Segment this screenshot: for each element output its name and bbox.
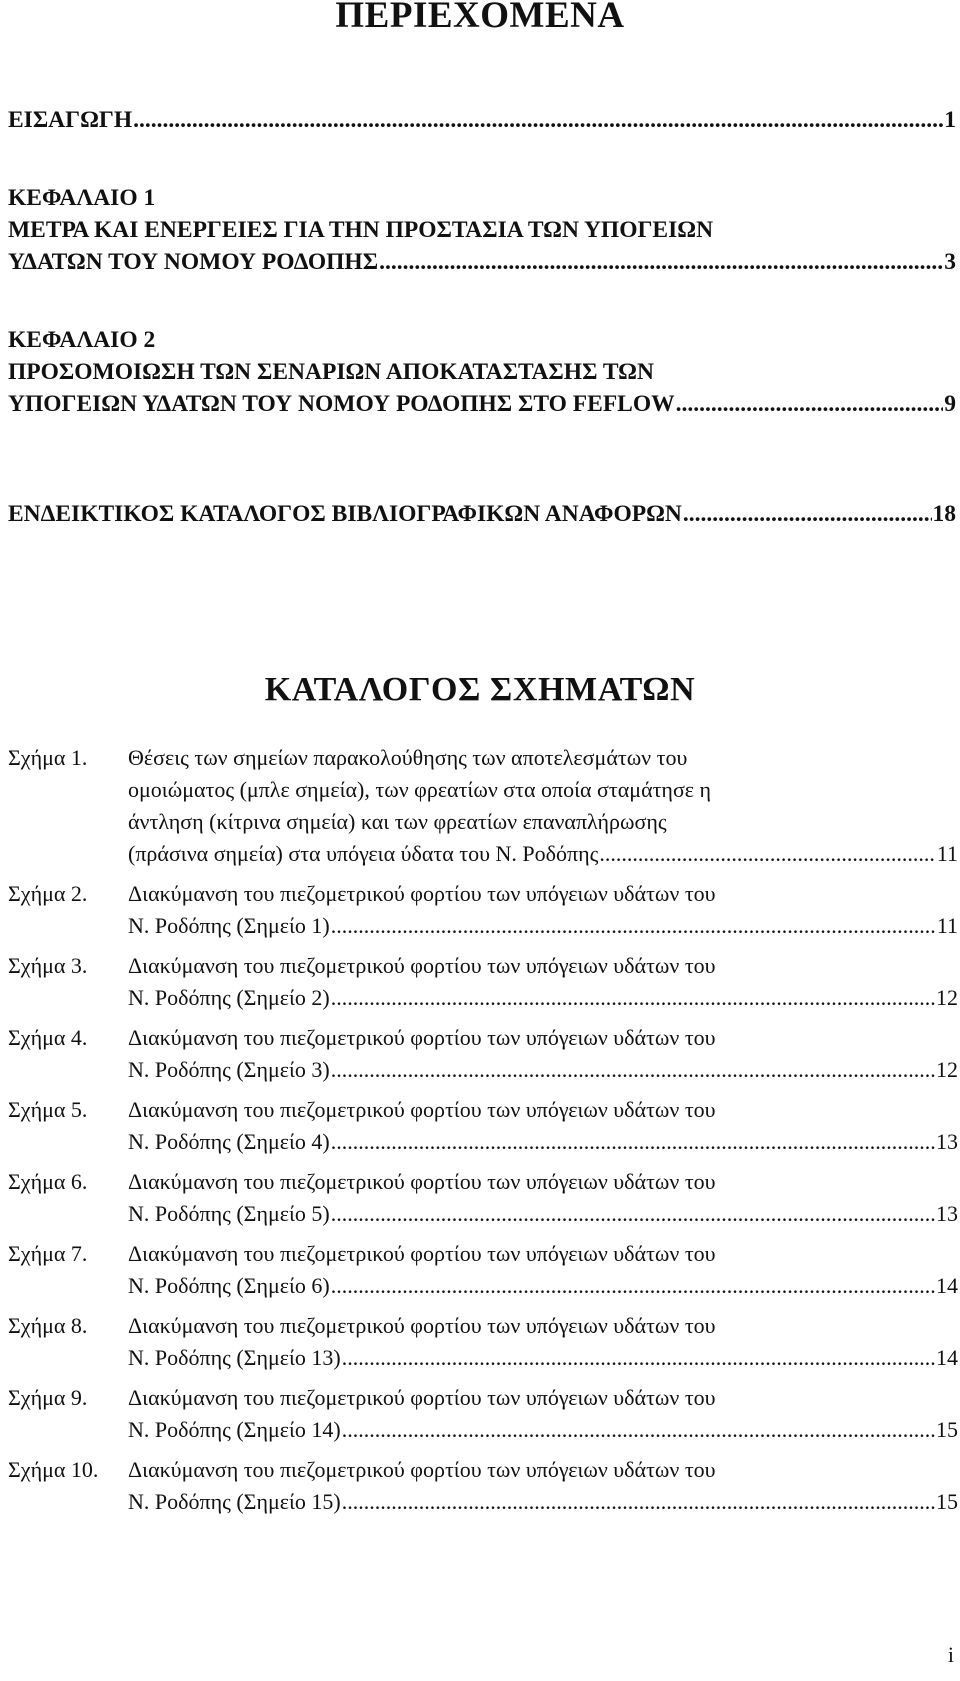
figure-label: Σχήμα 2. — [8, 881, 88, 906]
page-title: ΠΕΡΙΕΧΟΜΕΝΑ — [335, 0, 625, 36]
figure-caption — [128, 1094, 958, 1158]
figure-entry-9[interactable] — [8, 1382, 958, 1446]
figure-entry-5[interactable] — [8, 1094, 958, 1158]
figure-label: Σχήμα 1. — [8, 745, 88, 770]
caption-last-line — [128, 1198, 958, 1230]
dot-leader — [331, 1054, 935, 1086]
caption-text: Ν. Ροδόπης (Σημείο 14) — [128, 1417, 341, 1442]
figure-entry-7[interactable] — [8, 1238, 958, 1302]
figure-page-number: 15 — [936, 1489, 958, 1514]
toc-last-line — [8, 388, 956, 420]
toc-entry-references[interactable] — [8, 498, 956, 530]
caption-text: Ν. Ροδόπης (Σημείο 5) — [128, 1201, 330, 1226]
caption-text: Ν. Ροδόπης (Σημείο 6) — [128, 1273, 330, 1298]
figures-title: ΚΑΤΑΛΟΓΟΣ ΣΧΗΜΑΤΩΝ — [264, 671, 696, 708]
toc-entry-chapter-2[interactable] — [8, 324, 956, 420]
caption-line: Διακύμανση του πιεζομετρικού φορτίου των υπόγειων υδάτων του — [128, 1457, 716, 1482]
figure-label: Σχήμα 8. — [8, 1313, 88, 1338]
figure-entry-8[interactable] — [8, 1310, 958, 1374]
figure-label: Σχήμα 10. — [8, 1457, 99, 1482]
caption-text: Ν. Ροδόπης (Σημείο 3) — [128, 1057, 330, 1082]
dot-leader — [342, 1486, 935, 1518]
caption-last-line — [128, 838, 958, 870]
toc-last-line — [8, 104, 956, 136]
caption-text: Ν. Ροδόπης (Σημείο 2) — [128, 985, 330, 1010]
figure-caption — [128, 1454, 958, 1518]
figure-caption — [128, 1166, 958, 1230]
caption-last-line — [128, 1126, 958, 1158]
caption-text: (πράσινα σημεία) στα υπόγεια ύδατα του Ν. Ροδόπης — [128, 841, 599, 866]
toc-text: ΕΙΣΑΓΩΓΗ — [8, 107, 133, 133]
figure-caption — [128, 1022, 958, 1086]
figure-list — [8, 742, 958, 1526]
page-number: i — [947, 1642, 954, 1667]
caption-line: άντληση (κίτρινα σημεία) και των φρεατίων επαναπλήρωσης — [128, 809, 667, 834]
caption-last-line — [128, 1270, 958, 1302]
dot-leader — [599, 838, 935, 870]
figure-label: Σχήμα 9. — [8, 1385, 88, 1410]
figure-caption — [128, 878, 958, 942]
caption-line: Διακύμανση του πιεζομετρικού φορτίου των υπόγειων υδάτων του — [128, 1385, 716, 1410]
caption-line: Διακύμανση του πιεζομετρικού φορτίου των υπόγειων υδάτων του — [128, 1097, 716, 1122]
toc-last-line — [8, 498, 956, 530]
dot-leader — [342, 1414, 935, 1446]
figure-page-number: 11 — [936, 841, 958, 866]
figure-caption — [128, 1238, 958, 1302]
figure-page-number: 15 — [936, 1417, 958, 1442]
figure-page-number: 11 — [936, 913, 958, 938]
toc-text: ΥΔΑΤΩΝ ΤΟΥ ΝΟΜΟΥ ΡΟΔΟΠΗΣ — [8, 249, 379, 275]
dot-leader — [331, 1270, 935, 1302]
toc-page-number: 3 — [944, 249, 956, 275]
toc-page-number: 18 — [932, 501, 956, 527]
toc-text: ΥΠΟΓΕΙΩΝ ΥΔΑΤΩΝ ΤΟΥ ΝΟΜΟΥ ΡΟΔΟΠΗΣ ΣΤΟ FEFLOW — [8, 391, 675, 417]
dot-leader — [331, 982, 935, 1014]
figure-entry-1[interactable] — [8, 742, 958, 870]
figure-page-number: 12 — [936, 1057, 958, 1082]
dot-leader — [676, 388, 944, 420]
toc-page-number: 1 — [944, 107, 956, 133]
caption-text: Ν. Ροδόπης (Σημείο 13) — [128, 1345, 341, 1370]
figure-label: Σχήμα 7. — [8, 1241, 88, 1266]
figure-label: Σχήμα 3. — [8, 953, 88, 978]
dot-leader — [342, 1342, 935, 1374]
figure-caption — [128, 1382, 958, 1446]
dot-leader — [683, 498, 932, 530]
figure-caption — [128, 742, 958, 870]
figure-entry-4[interactable] — [8, 1022, 958, 1086]
figure-label: Σχήμα 5. — [8, 1097, 88, 1122]
caption-text: Ν. Ροδόπης (Σημείο 4) — [128, 1129, 330, 1154]
figure-page-number: 14 — [936, 1345, 958, 1370]
figure-label: Σχήμα 4. — [8, 1025, 88, 1050]
caption-last-line — [128, 982, 958, 1014]
caption-last-line — [128, 1486, 958, 1518]
dot-leader — [133, 104, 943, 136]
caption-line: Διακύμανση του πιεζομετρικού φορτίου των υπόγειων υδάτων του — [128, 953, 716, 978]
caption-line: Διακύμανση του πιεζομετρικού φορτίου των υπόγειων υδάτων του — [128, 1313, 716, 1338]
caption-line: Διακύμανση του πιεζομετρικού φορτίου των υπόγειων υδάτων του — [128, 1025, 716, 1050]
figure-page-number: 14 — [936, 1273, 958, 1298]
caption-last-line — [128, 910, 958, 942]
toc-entry-chapter-1[interactable] — [8, 182, 956, 278]
figure-caption — [128, 1310, 958, 1374]
caption-line: Διακύμανση του πιεζομετρικού φορτίου των υπόγειων υδάτων του — [128, 881, 716, 906]
figure-label: Σχήμα 6. — [8, 1169, 88, 1194]
figure-caption — [128, 950, 958, 1014]
caption-last-line — [128, 1414, 958, 1446]
toc-line: ΚΕΦΑΛΑΙΟ 2 — [8, 327, 156, 353]
dot-leader — [379, 246, 943, 278]
toc-page-number: 9 — [944, 391, 956, 417]
figure-page-number: 13 — [936, 1129, 958, 1154]
figure-entry-10[interactable] — [8, 1454, 958, 1518]
figure-entry-2[interactable] — [8, 878, 958, 942]
figure-entry-6[interactable] — [8, 1166, 958, 1230]
caption-last-line — [128, 1054, 958, 1086]
toc-entry-introduction[interactable] — [8, 104, 956, 136]
figure-page-number: 12 — [936, 985, 958, 1010]
dot-leader — [331, 910, 936, 942]
toc-last-line — [8, 246, 956, 278]
figure-entry-3[interactable] — [8, 950, 958, 1014]
figure-page-number: 13 — [936, 1201, 958, 1226]
caption-text: Ν. Ροδόπης (Σημείο 15) — [128, 1489, 341, 1514]
caption-line: Θέσεις των σημείων παρακολούθησης των αποτελεσμάτων του — [128, 745, 688, 770]
caption-text: Ν. Ροδόπης (Σημείο 1) — [128, 913, 330, 938]
dot-leader — [331, 1126, 935, 1158]
caption-line: Διακύμανση του πιεζομετρικού φορτίου των υπόγειων υδάτων του — [128, 1169, 716, 1194]
caption-line: Διακύμανση του πιεζομετρικού φορτίου των υπόγειων υδάτων του — [128, 1241, 716, 1266]
toc-text: ΕΝΔΕΙΚΤΙΚΟΣ ΚΑΤΑΛΟΓΟΣ ΒΙΒΛΙΟΓΡΑΦΙΚΩΝ ΑΝΑΦΟΡΩΝ — [8, 501, 682, 527]
toc-line: ΠΡΟΣΟΜΟΙΩΣΗ ΤΩΝ ΣΕΝΑΡΙΩΝ ΑΠΟΚΑΤΑΣΤΑΣΗΣ ΤΩΝ — [8, 359, 654, 385]
dot-leader — [331, 1198, 935, 1230]
toc-line: ΚΕΦΑΛΑΙΟ 1 — [8, 185, 156, 211]
caption-line: ομοιώματος (μπλε σημεία), των φρεατίων στα οποία σταμάτησε η — [128, 777, 712, 802]
toc-line: ΜΕΤΡΑ ΚΑΙ ΕΝΕΡΓΕΙΕΣ ΓΙΑ ΤΗΝ ΠΡΟΣΤΑΣΙΑ ΤΩΝ ΥΠΟΓΕΙΩΝ — [8, 217, 714, 243]
caption-last-line — [128, 1342, 958, 1374]
